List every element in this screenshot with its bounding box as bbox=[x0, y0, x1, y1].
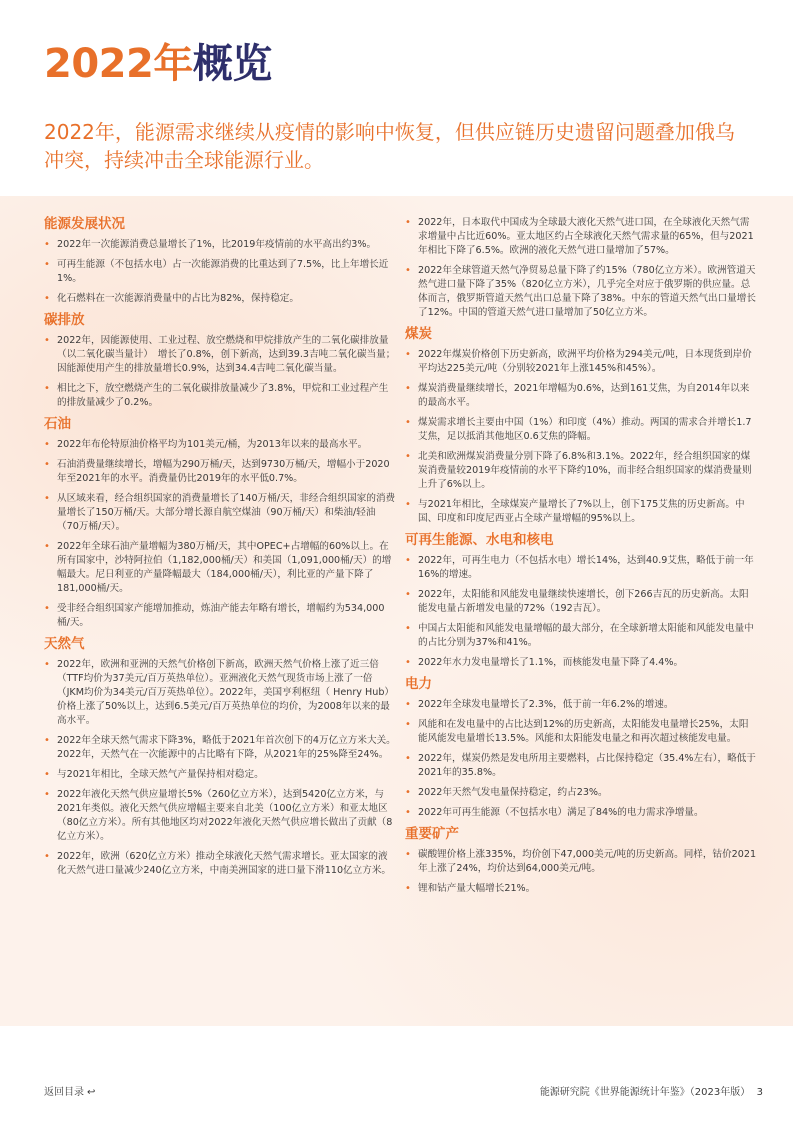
bullet-item: • 2022年一次能源消费总量增长了1%，比2019年疫情前的水平高出约3%。 bbox=[44, 238, 396, 252]
right-column bbox=[405, 216, 757, 902]
bullet-item: • 2022年，可再生电力（不包括水电）增长14%，达到40.9艾焦，略低于前一年16%的增速。 bbox=[405, 554, 757, 582]
section-heading: 电力 bbox=[405, 676, 432, 692]
section-bullet-list bbox=[44, 658, 396, 878]
page-footer bbox=[540, 1083, 763, 1098]
section-bullet-list bbox=[44, 438, 396, 630]
back-to-contents-label[interactable]: 返回目录 bbox=[44, 1087, 84, 1098]
bullet-item: • 与2021年相比，全球天然气产量保持相对稳定。 bbox=[44, 768, 396, 782]
bullet-item: • 2022年水力发电量增长了1.1%，而核能发电量下降了4.4%。 bbox=[405, 656, 757, 670]
publication-title: 能源研究院《世界能源统计年鉴》（2023年版） bbox=[539, 1087, 751, 1098]
bullet-item: • 风能和在发电量中的占比达到12%的历史新高，太阳能发电量增长25%，太阳能风能发电量增长13.5%。风能和太阳能发电量之和再次超过核能发电量。 bbox=[405, 718, 757, 746]
bullet-item: • 2022年，太阳能和风能发电量继续快速增长，创下266吉瓦的历史新高。太阳能发电量占新增发电量的72%（192吉瓦）。 bbox=[405, 588, 757, 616]
bullet-item: • 2022年全球石油产量增幅为380万桶/天，其中OPEC+占增幅的60%以上。在所有国家中，沙特阿拉伯（1,182,000桶/天）和美国（1,091,000桶/天）的增幅最大。尼日利亚的产量降幅最大（184,000桶/天），利比亚的产量下降了181,000桶/天。 bbox=[44, 540, 396, 596]
bullet-item: • 2022年全球管道天然气净贸易总量下降了约15%（780亿立方米）。欧洲管道天然气进口量下降了35%（820亿立方米），几乎完全对应于俄罗斯的供应量。总体而言，俄罗斯管道天然气出口总量下降了38%。中东的管道天然气出口量增长了12%。中国的管道天然气进口量增加了50亿立方米。 bbox=[405, 264, 757, 320]
bullet-item: • 中国占太阳能和风能发电量增幅的最大部分，在全球新增太阳能和风能发电量中的占比分别为37%和41%。 bbox=[405, 622, 757, 650]
page-title bbox=[44, 38, 272, 90]
bullet-item: • 2022年布伦特原油价格平均为101美元/桶，为2013年以来的最高水平。 bbox=[44, 438, 396, 452]
bullet-item: • 北美和欧洲煤炭消费量分别下降了6.8%和3.1%。2022年，经合组织国家的煤炭消费量较2019年疫情前的水平下降约10%，而非经合组织国家的煤消费量则上升了6%以上。 bbox=[405, 450, 757, 492]
bullet-item: • 2022年，欧洲和亚洲的天然气价格创下新高，欧洲天然气价格上涨了近三倍（TTF均价为37美元/百万英热单位）。亚洲液化天然气现货市场上涨了一倍（JKM均价为34美元/百万英热单位）。2022年，美国亨利枢纽（ Henry Hub）价格上涨了50%以上，达到6.5美元/百万英热单位的均价，为2008年以来的最高水平。 bbox=[44, 658, 396, 728]
bullet-item: • 2022年可再生能源（不包括水电）满足了84%的电力需求净增量。 bbox=[405, 806, 757, 820]
bullet-item: • 2022年，日本取代中国成为全球最大液化天然气进口国，在全球液化天然气需求增量中占比近60%。亚太地区约占全球液化天然气需求量的65%，但与2021年相比下降了6.5%。欧洲的液化天然气进口量增加了57%。 bbox=[405, 216, 757, 258]
bullet-item: • 煤炭消费量继续增长，2021年增幅为0.6%，达到161艾焦，为自2014年以来的最高水平。 bbox=[405, 382, 757, 410]
bullet-item: • 化石燃料在一次能源消费量中的占比为82%，保持稳定。 bbox=[44, 292, 396, 306]
return-arrow-icon: ↩ bbox=[87, 1087, 96, 1098]
bullet-item: • 2022年，因能源使用、工业过程、放空燃烧和甲烷排放产生的二氧化碳排放量（以二氧化碳当量计） 增长了0.8%，创下新高，达到39.3吉吨二氧化碳当量；因能源使用产生的排放量增长0.9%，达到34.4吉吨二氧化碳当量。 bbox=[44, 334, 396, 376]
section-bullet-list bbox=[405, 698, 757, 820]
bullet-item: • 煤炭需求增长主要由中国（1%）和印度（4%）推动。两国的需求合并增长1.7艾焦，足以抵消其他地区0.6艾焦的降幅。 bbox=[405, 416, 757, 444]
section-heading: 可再生能源、水电和核电 bbox=[405, 532, 554, 548]
section-heading: 碳排放 bbox=[44, 312, 85, 328]
bullet-item: • 从区域来看，经合组织国家的消费量增长了140万桶/天，非经合组织国家的消费量增长了150万桶/天。大部分增长源自航空煤油（90万桶/天）和柴油/轻油（70万桶/天）。 bbox=[44, 492, 396, 534]
bullet-item: • 2022年煤炭价格创下历史新高，欧洲平均价格为294美元/吨，日本现货到岸价平均达225美元/吨（分别较2021年上涨145%和45%）。 bbox=[405, 348, 757, 376]
page-title-text: 概览 bbox=[192, 41, 272, 87]
section-heading: 重要矿产 bbox=[405, 826, 459, 842]
back-to-contents-link[interactable] bbox=[44, 1083, 95, 1098]
bullet-item: • 相比之下，放空燃烧产生的二氧化碳排放量减少了3.8%，甲烷和工业过程产生的排放量减少了0.2%。 bbox=[44, 382, 396, 410]
bullet-item: • 与2021年相比，全球煤炭产量增长了7%以上，创下175艾焦的历史新高。中国、印度和印度尼西亚占全球产量增幅的95%以上。 bbox=[405, 498, 757, 526]
bullet-item: • 2022年，煤炭仍然是发电所用主要燃料，占比保持稳定（35.4%左右），略低于2021年的35.8%。 bbox=[405, 752, 757, 780]
section-bullet-list bbox=[405, 848, 757, 896]
section-heading: 天然气 bbox=[44, 636, 85, 652]
section-bullet-list bbox=[405, 348, 757, 526]
bullet-item: • 2022年全球发电量增长了2.3%，低于前一年6.2%的增速。 bbox=[405, 698, 757, 712]
bullet-item: • 可再生能源（不包括水电）占一次能源消费的比重达到了7.5%，比上年增长近1%。 bbox=[44, 258, 396, 286]
section-heading: 煤炭 bbox=[405, 326, 432, 342]
section-heading: 能源发展状况 bbox=[44, 216, 125, 232]
bullet-item: • 2022年液化天然气供应量增长5%（260亿立方米），达到5420亿立方米，与2021年类似。液化天然气供应增幅主要来自北美（100亿立方米）和亚太地区（80亿立方米）。所有其他地区均对2022年液化天然气供应增长做出了贡献（8亿立方米）。 bbox=[44, 788, 396, 844]
section-heading: 石油 bbox=[44, 416, 71, 432]
section-bullet-list bbox=[44, 238, 396, 306]
section-bullet-list bbox=[405, 216, 757, 320]
section-bullet-list bbox=[405, 554, 757, 670]
bullet-item: • 锂和钴产量大幅增长21%。 bbox=[405, 882, 757, 896]
bullet-item: • 2022年，欧洲（620亿立方米）推动全球液化天然气需求增长。亚太国家的液化天然气进口量减少240亿立方米，中南美洲国家的进口量下滑110亿立方米。 bbox=[44, 850, 396, 878]
page-number: 3 bbox=[756, 1087, 763, 1098]
page-subtitle: 2022年，能源需求继续从疫情的影响中恢复，但供应链历史遗留问题叠加俄乌冲突，持续冲击全球能源行业。 bbox=[44, 120, 735, 172]
page-title-year: 2022年 bbox=[44, 41, 193, 87]
bullet-item: • 受非经合组织国家产能增加推动，炼油产能去年略有增长，增幅约为534,000桶/天。 bbox=[44, 602, 396, 630]
bullet-item: • 碳酸锂价格上涨335%，均价创下47,000美元/吨的历史新高。同样，钴价2021年上涨了24%，均价达到64,000美元/吨。 bbox=[405, 848, 757, 876]
bullet-item: • 2022年全球天然气需求下降3%，略低于2021年首次创下的4万亿立方米大关。2022年，天然气在一次能源中的占比略有下降，从2021年的25%降至24%。 bbox=[44, 734, 396, 762]
bullet-item: • 2022年天然气发电量保持稳定，约占23%。 bbox=[405, 786, 757, 800]
section-bullet-list bbox=[44, 334, 396, 410]
left-column bbox=[44, 216, 396, 884]
bullet-item: • 石油消费量继续增长，增幅为290万桶/天，达到9730万桶/天，增幅小于2020年至2021年的水平。消费量仍比2019年的水平低0.7%。 bbox=[44, 458, 396, 486]
